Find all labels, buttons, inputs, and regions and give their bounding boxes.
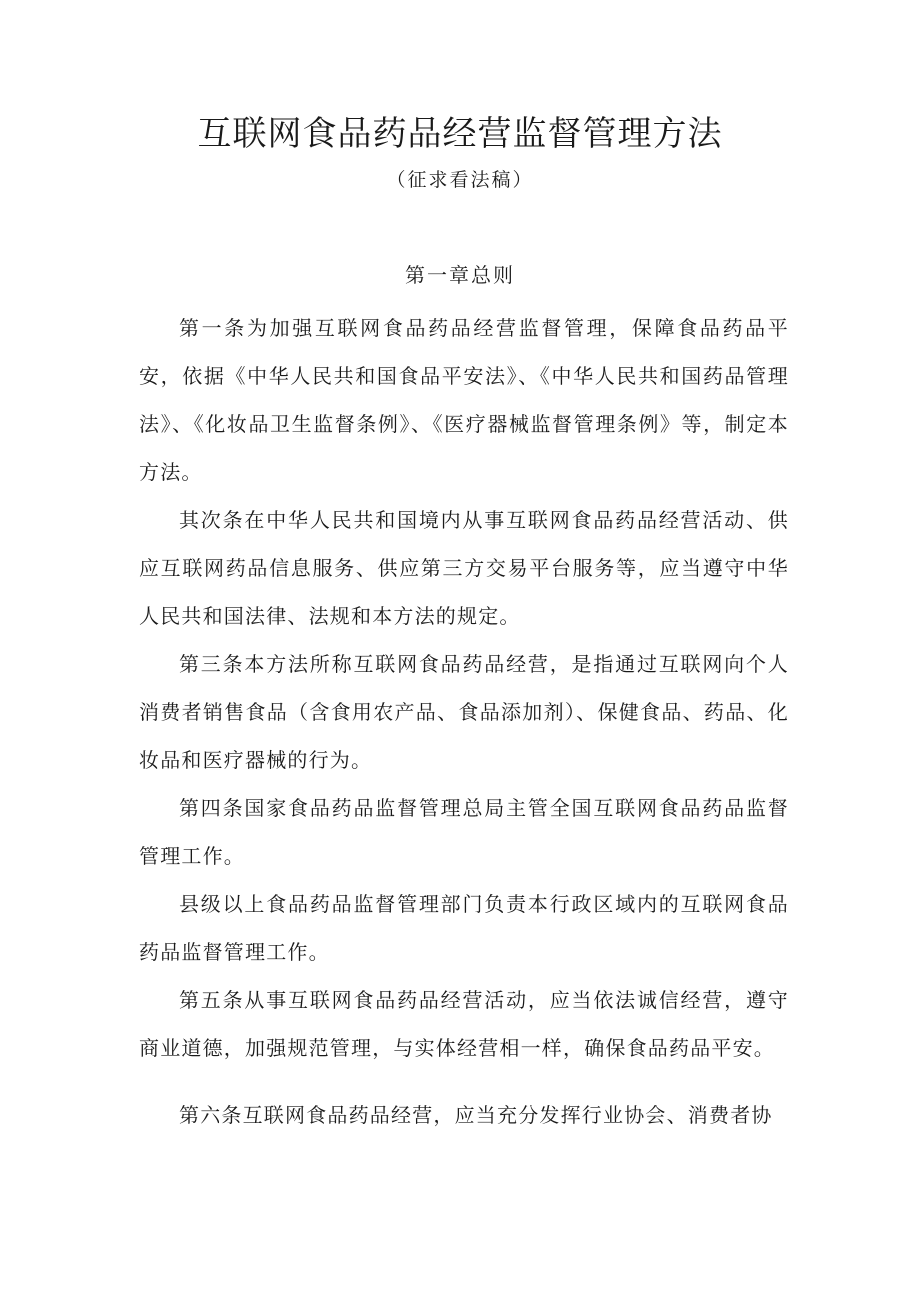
chapter-heading: 第一章总则 bbox=[405, 263, 515, 287]
article-5-paragraph: 第五条从事互联网食品药品经营活动，应当依法诚信经营，遵守商业道德，加强规范管理，与实体经营相一样，确保食品药品平安。 bbox=[139, 988, 789, 1060]
document-body bbox=[139, 304, 789, 1139]
article-4-second-paragraph: 县级以上食品药品监督管理部门负责本行政区域内的互联网食品药品监督管理工作。 bbox=[139, 892, 789, 964]
article-3-paragraph: 第三条本方法所称互联网食品药品经营，是指通过互联网向个人消费者销售食品（含食用农产品、食品添加剂）、保健食品、药品、化妆品和医疗器械的行为。 bbox=[139, 652, 789, 772]
document-subtitle: （征求看法稿） bbox=[386, 169, 534, 191]
article-1-paragraph: 第一条为加强互联网食品药品经营监督管理，保障食品药品平安，依据《中华人民共和国食品平安法》、《中华人民共和国药品管理法》、《化妆品卫生监督条例》、《医疗器械监督管理条例》等，制定本方法。 bbox=[139, 316, 789, 484]
article-4-paragraph: 第四条国家食品药品监督管理总局主管全国互联网食品药品监督管理工作。 bbox=[139, 796, 789, 868]
article-2-paragraph: 其次条在中华人民共和国境内从事互联网食品药品经营活动、供应互联网药品信息服务、供应第三方交易平台服务等，应当遵守中华人民共和国法律、法规和本方法的规定。 bbox=[139, 508, 789, 628]
article-6-paragraph: 第六条互联网食品药品经营，应当充分发挥行业协会、消费者协 bbox=[179, 1103, 773, 1127]
document-title: 互联网食品药品经营监督管理方法 bbox=[197, 114, 723, 154]
